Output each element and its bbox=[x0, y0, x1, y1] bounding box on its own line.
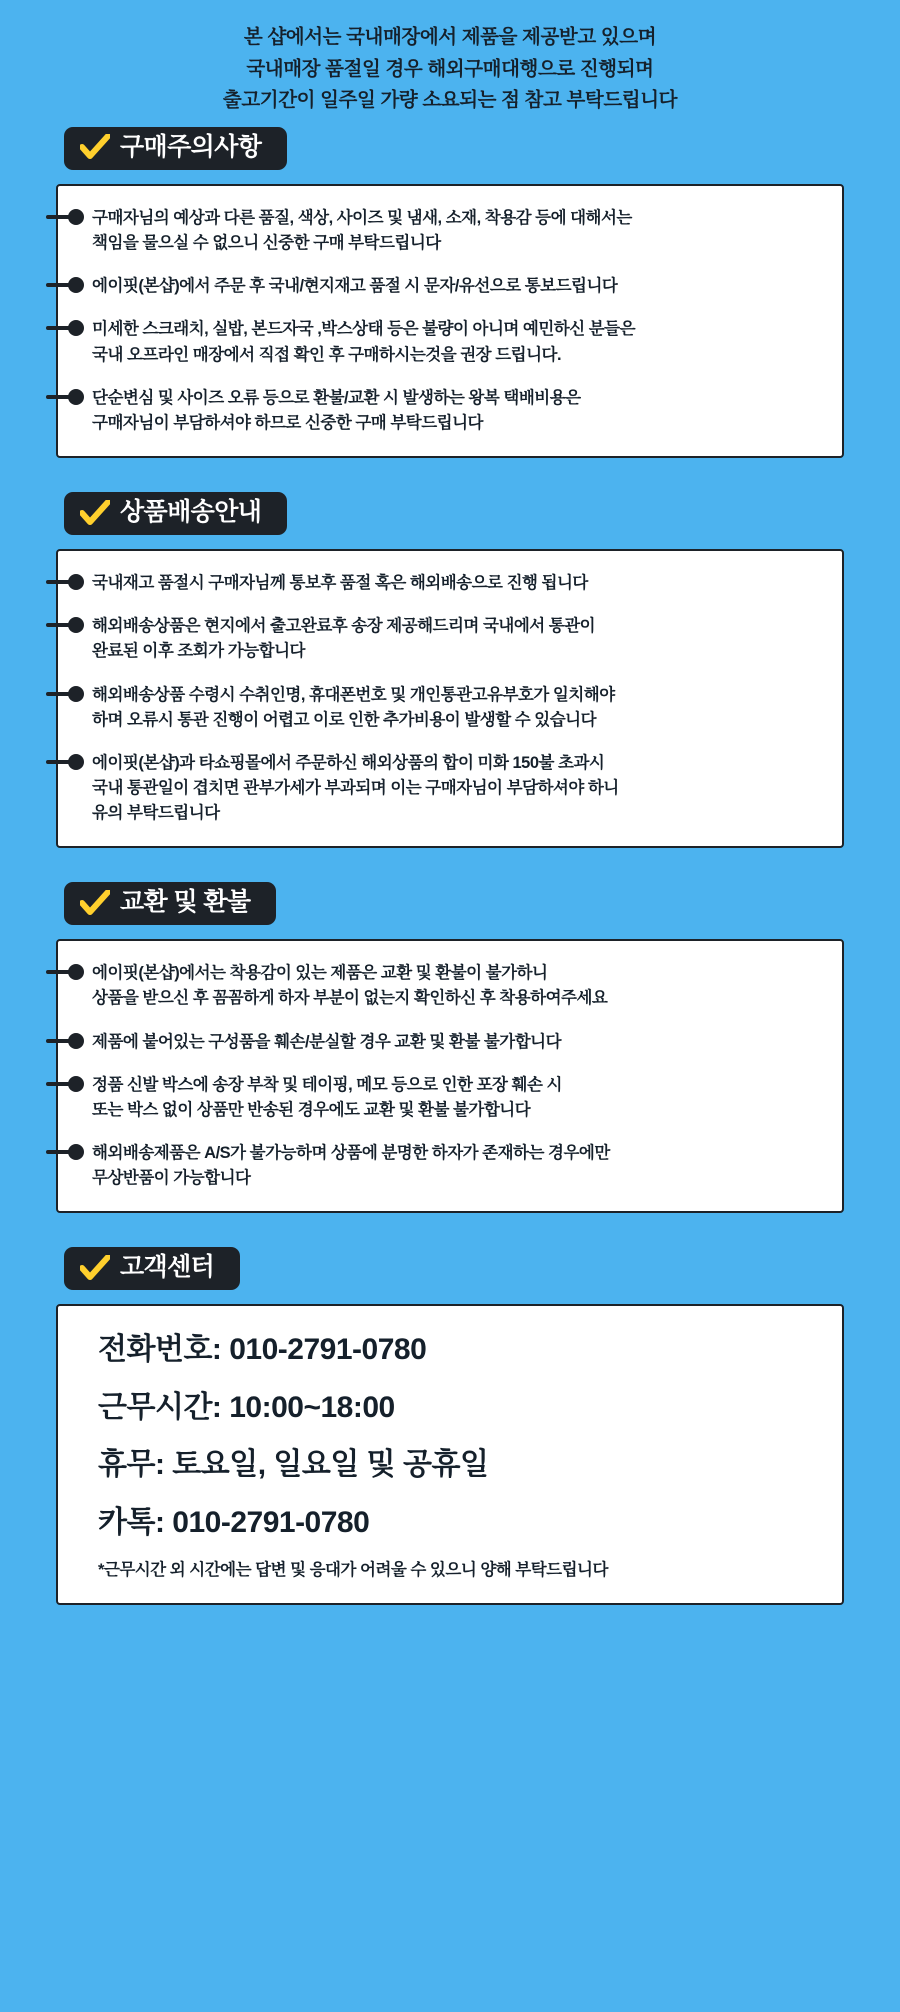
section-header bbox=[64, 492, 287, 536]
list-item bbox=[92, 614, 820, 664]
notice-line-3: 출고기간이 일주일 가량 소요되는 점 참고 부탁드립니다 bbox=[222, 89, 678, 112]
list-item bbox=[92, 386, 820, 436]
section-body bbox=[56, 549, 844, 848]
bullet-icon bbox=[46, 964, 86, 980]
bullet-icon bbox=[46, 209, 86, 225]
section-purchase-notes bbox=[0, 127, 900, 458]
list-item-line: 책임을 물으실 수 없으니 신중한 구매 부탁드립니다 bbox=[92, 234, 441, 253]
list-item bbox=[92, 571, 820, 596]
contact-holiday-text: 휴무: 토요일, 일요일 및 공휴일 bbox=[98, 1448, 489, 1482]
list-item bbox=[92, 1141, 820, 1191]
list-item-line: 에이핏(본샵)에서 주문 후 국내/현지재고 품절 시 문자/유선으로 통보드립니다 bbox=[92, 277, 618, 296]
notice-line-1: 본 샵에서는 국내매장에서 제품을 제공받고 있으며 bbox=[243, 26, 657, 48]
list-item-line: 해외배송상품은 현지에서 출고완료후 송장 제공해드리며 국내에서 통관이 bbox=[92, 617, 596, 636]
list-item bbox=[92, 206, 820, 256]
list-item bbox=[92, 317, 820, 367]
list-item bbox=[92, 683, 820, 733]
list-item-line: 국내 통관일이 겹치면 관부가세가 부과되며 이는 구매자님이 부담하셔야 하니 bbox=[92, 778, 619, 797]
bullet-icon bbox=[46, 320, 86, 336]
bullet-icon bbox=[46, 617, 86, 633]
contact-phone bbox=[98, 1328, 820, 1372]
notice-line-2: 국내매장 품절일 경우 해외구매대행으로 진행되며 bbox=[246, 57, 654, 80]
bullet-icon bbox=[46, 389, 86, 405]
list-item-line: 완료된 이후 조회가 가능합니다 bbox=[92, 642, 305, 661]
contact-phone-text: 전화번호: 010-2791-0780 bbox=[98, 1333, 427, 1367]
list-item-line: 유의 부탁드립니다 bbox=[92, 803, 220, 822]
list-item-line: 에이핏(본샵)과 타쇼핑몰에서 주문하신 해외상품의 합이 미화 150불 초과시 bbox=[92, 753, 605, 772]
list-item-line: 단순변심 및 사이즈 오류 등으로 환불/교환 시 발생하는 왕복 택배비용은 bbox=[92, 388, 581, 407]
list-item-line: 미세한 스크래치, 실밥, 본드자국 ,박스상태 등은 불량이 아니며 예민하신 분들은 bbox=[92, 320, 636, 339]
list-item-line: 제품에 붙어있는 구성품을 훼손/분실할 경우 교환 및 환불 불가합니다 bbox=[92, 1032, 562, 1051]
section-shipping-info bbox=[0, 492, 900, 848]
section-title: 교환 및 환불 bbox=[120, 887, 251, 916]
list-item bbox=[92, 274, 820, 299]
check-icon bbox=[80, 134, 110, 160]
list-item-line: 국내재고 품절시 구매자님께 통보후 품절 혹은 해외배송으로 진행 됩니다 bbox=[92, 574, 588, 593]
section-header bbox=[64, 127, 287, 171]
contact-note-text: *근무시간 외 시간에는 답변 및 응대가 어려울 수 있으니 양해 부탁드립니다 bbox=[98, 1561, 608, 1580]
list-item-line: 해외배송제품은 A/S가 불가능하며 상품에 분명한 하자가 존재하는 경우에만 bbox=[92, 1143, 610, 1162]
section-body bbox=[56, 184, 844, 458]
section-title: 고객센터 bbox=[120, 1252, 215, 1281]
list-item-line: 하며 오류시 통관 진행이 어렵고 이로 인한 추가비용이 발생할 수 있습니다 bbox=[92, 710, 597, 729]
list-item bbox=[92, 961, 820, 1011]
section-exchange-refund bbox=[0, 882, 900, 1213]
bullet-icon bbox=[46, 1033, 86, 1049]
list-item bbox=[92, 751, 820, 826]
contact-holiday bbox=[98, 1443, 820, 1487]
list-item-line: 정품 신발 박스에 송장 부착 및 테이핑, 메모 등으로 인한 포장 훼손 시 bbox=[92, 1075, 562, 1094]
list-item bbox=[92, 1073, 820, 1123]
contact-hours bbox=[98, 1386, 820, 1430]
section-customer-center bbox=[0, 1247, 900, 1605]
bullet-icon bbox=[46, 1076, 86, 1092]
list-item-line: 구매자님의 예상과 다른 품질, 색상, 사이즈 및 냄새, 소재, 착용감 등에 대해서는 bbox=[92, 209, 632, 228]
check-icon bbox=[80, 1255, 110, 1281]
contact-kakao bbox=[98, 1501, 820, 1545]
bullet-icon bbox=[46, 574, 86, 590]
check-icon bbox=[80, 890, 110, 916]
list-item-line: 에이핏(본샵)에서는 착용감이 있는 제품은 교환 및 환불이 불가하니 bbox=[92, 964, 548, 983]
list-item-line: 무상반품이 가능합니다 bbox=[92, 1168, 251, 1187]
contact-hours-text: 근무시간: 10:00~18:00 bbox=[98, 1390, 395, 1424]
section-title: 상품배송안내 bbox=[120, 497, 262, 526]
bullet-icon bbox=[46, 754, 86, 770]
section-body bbox=[56, 1304, 844, 1605]
bullet-icon bbox=[46, 686, 86, 702]
section-title: 구매주의사항 bbox=[120, 132, 262, 161]
contact-kakao-text: 카톡: 010-2791-0780 bbox=[98, 1505, 370, 1539]
list-item-line: 해외배송상품 수령시 수취인명, 휴대폰번호 및 개인통관고유부호가 일치해야 bbox=[92, 685, 615, 704]
list-item-line: 또는 박스 없이 상품만 반송된 경우에도 교환 및 환불 불가합니다 bbox=[92, 1100, 531, 1119]
contact-note bbox=[98, 1558, 820, 1583]
section-header bbox=[64, 1247, 240, 1291]
check-icon bbox=[80, 500, 110, 526]
bullet-icon bbox=[46, 1144, 86, 1160]
section-body bbox=[56, 939, 844, 1213]
section-header bbox=[64, 882, 276, 926]
top-notice bbox=[0, 0, 900, 127]
list-item-line: 상품을 받으신 후 꼼꼼하게 하자 부분이 없는지 확인하신 후 착용하여주세요 bbox=[92, 989, 608, 1008]
bullet-icon bbox=[46, 277, 86, 293]
list-item-line: 국내 오프라인 매장에서 직접 확인 후 구매하시는것을 권장 드립니다. bbox=[92, 345, 562, 364]
list-item-line: 구매자님이 부담하셔야 하므로 신중한 구매 부탁드립니다 bbox=[92, 413, 483, 432]
list-item bbox=[92, 1030, 820, 1055]
